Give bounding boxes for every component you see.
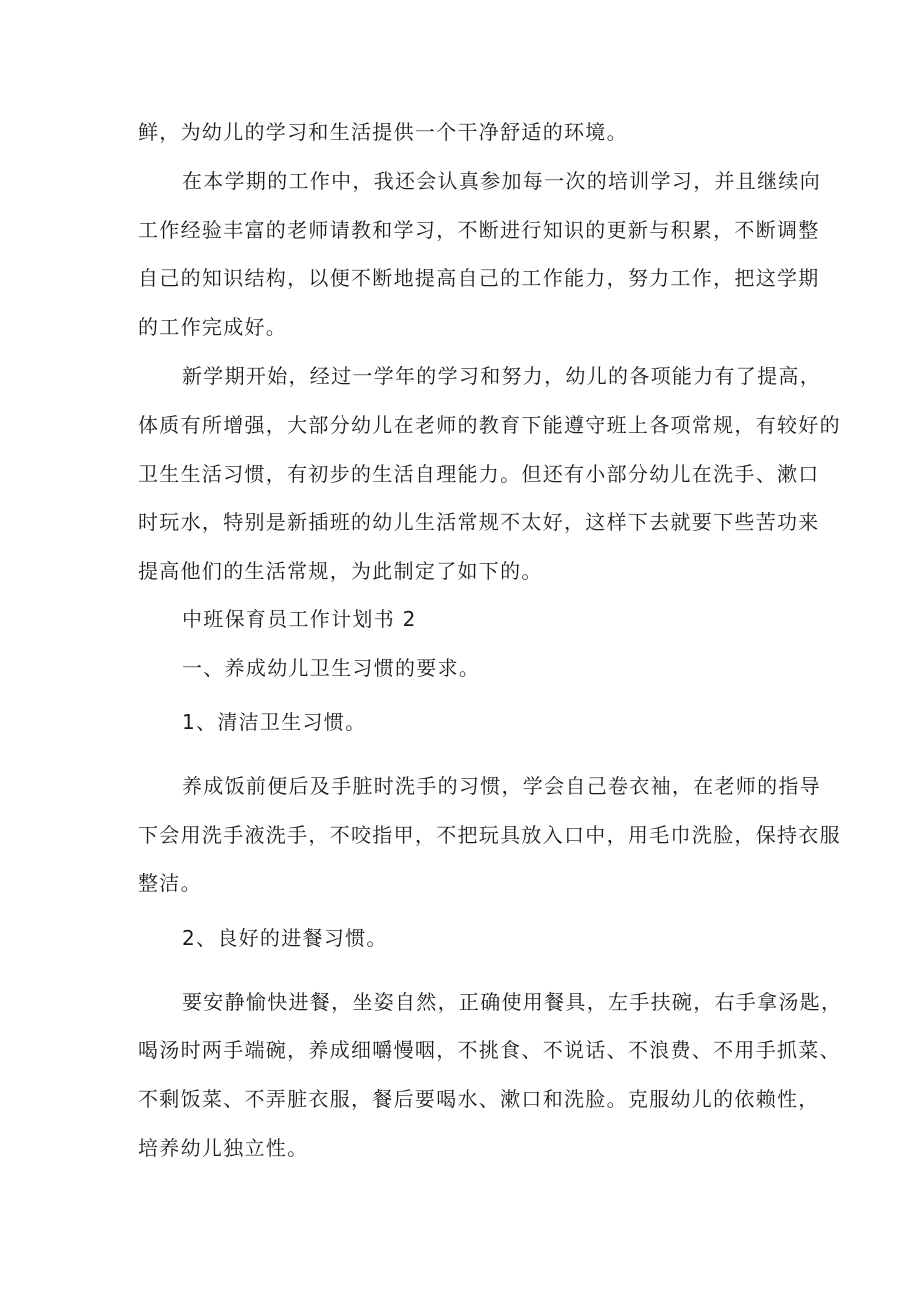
paragraph-line: 下会用洗手液洗手，不咬指甲，不把玩具放入口中，用毛巾洗脸，保持衣服	[138, 823, 841, 847]
paragraph-line: 卫生生活习惯，有初步的生活自理能力。但还有小部分幼儿在洗手、漱口	[138, 462, 820, 486]
paragraph-line: 新学期开始，经过一学年的学习和努力，幼儿的各项能力有了提高，	[182, 364, 821, 388]
paragraph-line: 的工作完成好。	[138, 315, 288, 339]
paragraph-line: 喝汤时两手端碗，养成细嚼慢咽，不挑食、不说话、不浪费、不用手抓菜、	[138, 1038, 841, 1062]
paragraph-line: 在本学期的工作中，我还会认真参加每一次的培训学习，并且继续向	[182, 169, 821, 193]
paragraph-line: 整洁。	[138, 871, 202, 895]
subsection-heading: 1、清洁卫生习惯。	[182, 710, 367, 734]
paragraph-line: 工作经验丰富的老师请教和学习，不断进行知识的更新与积累，不断调整	[138, 218, 820, 242]
section-title: 中班保育员工作计划书 2	[182, 607, 417, 631]
section-heading: 一、养成幼儿卫生习惯的要求。	[182, 656, 481, 680]
subsection-heading: 2、良好的进餐习惯。	[182, 926, 388, 950]
paragraph-line: 不剩饭菜、不弄脏衣服，餐后要喝水、漱口和洗脸。克服幼儿的依赖性，	[138, 1087, 820, 1111]
paragraph-line: 鲜，为幼儿的学习和生活提供一个干净舒适的环境。	[138, 120, 628, 144]
paragraph-line: 时玩水，特别是新插班的幼儿生活常规不太好，这样下去就要下些苦功来	[138, 510, 820, 534]
paragraph-line: 自己的知识结构，以便不断地提高自己的工作能力，努力工作，把这学期	[138, 266, 820, 290]
paragraph-line: 要安静愉快进餐，坐姿自然，正确使用餐具，左手扶碗，右手拿汤匙，	[182, 990, 843, 1014]
paragraph-line: 培养幼儿独立性。	[138, 1136, 309, 1160]
paragraph-line: 体质有所增强，大部分幼儿在老师的教育下能遵守班上各项常规，有较好的	[138, 413, 841, 437]
paragraph-line: 养成饭前便后及手脏时洗手的习惯，学会自己卷衣袖，在老师的指导	[182, 774, 821, 798]
paragraph-line: 提高他们的生活常规，为此制定了如下的。	[138, 559, 543, 583]
